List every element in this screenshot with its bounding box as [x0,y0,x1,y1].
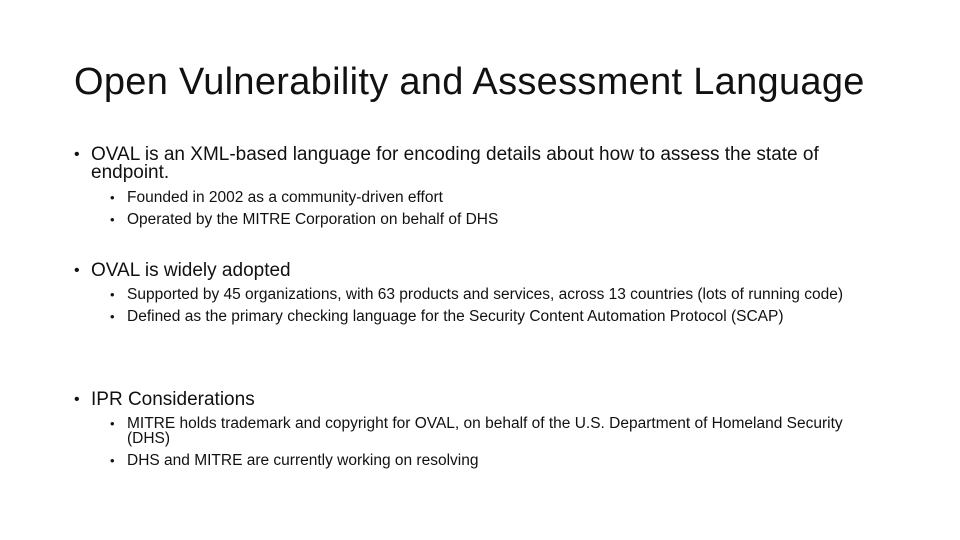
sub-bullet-text: MITRE holds trademark and copyright for OVAL, on behalf of the U.S. Department of Homeland Security (DHS) [127,415,843,447]
bullet-text: IPR Considerations [91,389,255,410]
sub-bullet-text: Supported by 45 organizations, with 63 products and services, across 13 countries (lots of running code) [127,286,843,303]
sub-bullet-item [110,453,874,468]
bullet-dot-icon: • [110,212,115,227]
bullet-item [74,146,874,182]
bullet-text: OVAL is widely adopted [91,260,291,281]
bullet-dot-icon: • [110,453,115,468]
bullet-dot-icon: • [110,190,115,205]
bullet-item [74,262,874,280]
sub-bullet-text: Operated by the MITRE Corporation on behalf of DHS [127,211,499,228]
sub-bullet-item [110,212,874,227]
section-oval-definition [74,146,874,227]
sub-bullet-text: DHS and MITRE are currently working on resolving [127,452,479,469]
bullet-dot-icon: • [110,416,115,431]
sub-bullet-text: Defined as the primary checking language for the Security Content Automation Protocol (SCAP) [127,308,784,325]
bullet-dot-icon: • [74,391,80,408]
sub-bullet-item [110,309,874,324]
sub-bullet-item [110,287,874,302]
bullet-item [74,391,874,409]
sub-bullet-item [110,190,874,205]
bullet-dot-icon: • [74,146,80,163]
bullet-dot-icon: • [74,262,80,279]
slide-title: Open Vulnerability and Assessment Language [74,61,865,103]
section-oval-adoption [74,262,874,324]
bullet-text: OVAL is an XML-based language for encoding details about how to assess the state of endpoint. [91,144,819,183]
section-ipr-considerations [74,391,874,468]
bullet-dot-icon: • [110,309,115,324]
sub-bullet-text: Founded in 2002 as a community-driven effort [127,189,443,206]
bullet-dot-icon: • [110,287,115,302]
sub-bullet-item [110,416,874,446]
